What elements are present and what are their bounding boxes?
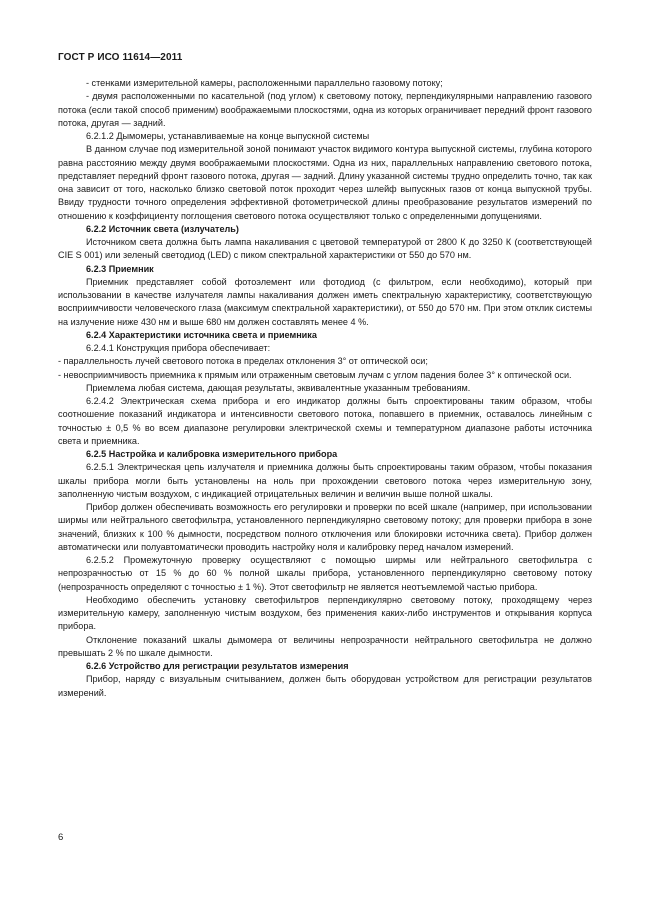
paragraph: - невосприимчивость приемника к прямым или отраженным световым лучам с углом падения более 3° к оптической оси. [58,369,572,380]
paragraph: В данном случае под измерительной зоной понимают участок видимого контура выпускной системы, глубина которого равна расстоянию между двумя воображаемыми плоскостями. Одна из них, параллельных направлению светового потока, представляет передний фронт газового потока, другая — задний. Длину указанной системы трудно определить точно, так как она зависит от того, насколько близко световой поток проходит через шлейф выпускных газов от конца выпускной трубы. Ввиду трудности точного определения эффективной фотометрической длины преобразование результатов измерений по отношению к коэффициенту поглощения светового потока осуществляют только с определенными допущениями. [58,144,592,221]
paragraph: 6.2.4.2 Электрическая схема прибора и его индикатор должны быть спроектированы таким образом, чтобы соотношение показаний индикатора и интенсивности светового потока, попавшего в приемник, оставалось линейным с точностью ± 0,5 % во всем диапазоне регулировки электрической схемы и температурном диапазоне работы источника света и приемника. [58,396,592,446]
paragraph: - стенками измерительной камеры, расположенными параллельно газовому потоку; [86,78,443,88]
paragraph: 6.2.5.1 Электрическая цепь излучателя и приемника должны быть спроектированы таким образом, чтобы показания шкалы прибора могли быть установлены на ноль при прохождении светового потока через измерительную зону, заполненную чистым воздухом, с индикацией отрицательных величин и величин выше полной шкалы. [58,462,592,499]
paragraph: 6.2.5.2 Промежуточную проверку осуществляют с помощью ширмы или нейтрального светофильтра с непрозрачностью от 15 % до 60 % полной шкалы прибора, установленного перпендикулярно световому потоку (непрозрачность определяют с точностью ± 1 %). Этот светофильтр не является неотъемлемой частью прибора. [58,555,592,592]
paragraph: - параллельность лучей светового потока в пределах отклонения 3° от оптической оси; [58,356,428,367]
paragraph: Приемник представляет собой фотоэлемент или фотодиод (с фильтром, если необходимо), который при использовании в качестве излучателя лампы накаливания должен иметь спектральную характеристику, соответствующую восприимчивости человеческого глаза (максимум спектральной характеристики), от 550 до 570 нм. При этом отклик системы на излучение ниже 430 нм и выше 680 нм должен составлять менее 4 %. [58,276,592,327]
document-body [58,77,592,700]
paragraph: Необходимо обеспечить установку светофильтров перпендикулярно световому потоку, проходящему через измерительную камеру, заполненную чистым воздухом, без применения каких-либо инструментов и открывания корпуса прибора. [58,594,592,632]
paragraph: Отклонение показаний шкалы дымомера от величины непрозрачности нейтрального светофильтра не должно превышать 2 % по шкале дымности. [58,634,592,658]
paragraph: - двумя расположенными по касательной (под углом) к световому потоку, перпендикулярными направлению газового потока (если такой способ применим) воображаемыми плоскостями, одна из которых ограничивает передний фронт газового потока, другая — задний. [58,91,592,128]
section-heading: 6.2.4 Характеристики источника света и приемника [86,329,317,340]
section-heading: 6.2.2 Источник света (излучатель) [86,223,239,234]
paragraph: Прибор должен обеспечивать возможность его регулировки и проверки по всей шкале (например, при использовании ширмы или нейтрального светофильтра, установленного перпендикулярно световому потоку; для проверки прибора в зоне значений, близких к 100 % дымности, посредством полного отключения или блокировки источника света). Прибор должен автоматически или полуавтоматически проводить настройку ноля и калибровку перед началом измерений. [58,502,592,552]
paragraph: Приемлема любая система, дающая результаты, эквивалентные указанным требованиям. [86,382,471,393]
paragraph: 6.2.4.1 Конструкция прибора обеспечивает: [86,343,271,353]
paragraph: Источником света должна быть лампа накаливания с цветовой температурой от 2800 К до 3250 К (соответствующей CIE S 001) или зеленый светодиод (LED) с пиком спектральной характеристики от 550 до 570 нм. [58,237,592,261]
document-header: ГОСТ Р ИСО 11614—2011 [58,52,183,63]
page-number: 6 [58,832,64,843]
paragraph: 6.2.1.2 Дымомеры, устанавливаемые на конце выпускной системы [86,131,370,141]
section-heading: 6.2.6 Устройство для регистрации результатов измерения [86,661,349,671]
section-heading: 6.2.5 Настройка и калибровка измерительного прибора [86,449,338,459]
paragraph: Прибор, наряду с визуальным считыванием, должен быть оборудован устройством для регистрации результатов измерений. [58,674,592,698]
section-heading: 6.2.3 Приемник [86,263,154,274]
